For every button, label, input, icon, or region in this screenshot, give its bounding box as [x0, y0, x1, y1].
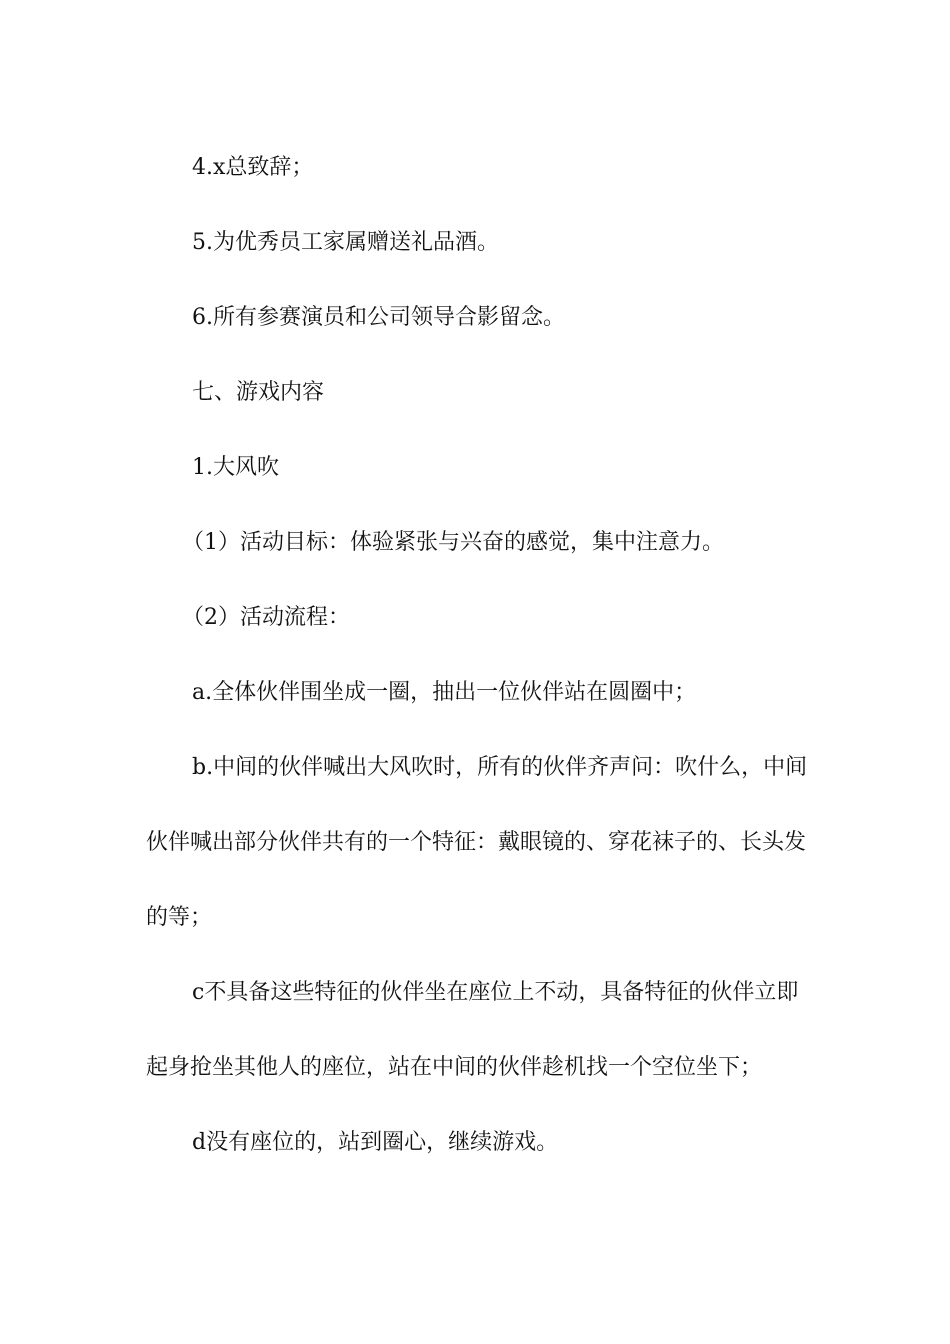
document-body: [146, 130, 820, 1180]
paragraph-activity-goal: （1）活动目标：体验紧张与兴奋的感觉，集中注意力。: [182, 530, 724, 555]
subheading-big-wind-blows: 1.大风吹: [192, 455, 279, 480]
paragraph-group-photo: 6.所有参赛演员和公司领导合影留念。: [192, 305, 565, 330]
list-item-d: d没有座位的，站到圈心，继续游戏。: [192, 1130, 559, 1155]
section-heading-game-content: 七、游戏内容: [192, 380, 325, 405]
paragraph-activity-process: （2）活动流程：: [182, 605, 350, 630]
paragraph-gift-wine: 5.为优秀员工家属赠送礼品酒。: [192, 230, 499, 255]
list-item-b: b.中间的伙伴喊出大风吹时，所有的伙伴齐声问：吹什么，中间伙伴喊出部分伙伴共有的一个特征：戴眼镜的、穿花袜子的、长头发的等；: [146, 755, 808, 930]
list-item-a: a.全体伙伴围坐成一圈，抽出一位伙伴站在圆圈中；: [192, 680, 697, 705]
list-item-c: c不具备这些特征的伙伴坐在座位上不动，具备特征的伙伴立即起身抢坐其他人的座位，站在中间的伙伴趁机找一个空位坐下；: [146, 980, 799, 1080]
paragraph-closing-speech: 4.x总致辞；: [192, 155, 314, 180]
